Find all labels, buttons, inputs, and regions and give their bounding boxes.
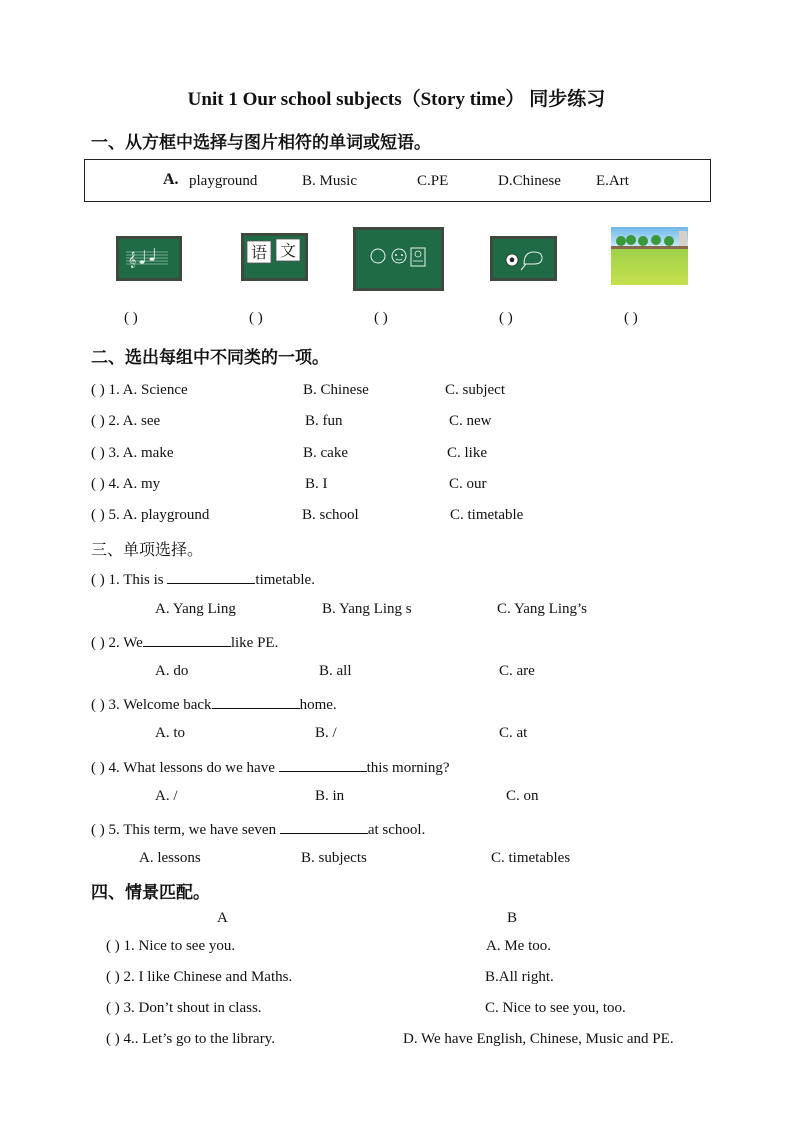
section1-heading: 一、从方框中选择与图片相符的单词或短语。 [91, 133, 431, 152]
chinese-board-image [241, 233, 308, 286]
s3-q1 [91, 569, 315, 589]
s3-q4-blank[interactable] [279, 757, 367, 772]
section2-heading: 二、选出每组中不同类的一项。 [91, 348, 329, 367]
s4-left-4: ( ) 4.. Let’s go to the library. [106, 1031, 275, 1047]
s2-q3-b: B. cake [303, 445, 348, 461]
answer-paren-3[interactable]: ( ) [374, 310, 388, 326]
s2-q5-b: B. school [302, 507, 359, 523]
word-bank-b: B. Music [302, 173, 358, 189]
s3-q3 [91, 694, 337, 714]
s3-q3-blank[interactable] [212, 694, 300, 709]
s3-q1-tail: timetable. [255, 572, 315, 588]
s2-q5-c: C. timetable [450, 507, 524, 523]
word-bank-e: E.Art [596, 173, 629, 189]
s3-q3-c: C. at [499, 725, 528, 741]
word-bank-a: playground [189, 173, 258, 189]
s4-left-1: ( ) 1. Nice to see you. [106, 938, 236, 954]
glyph-2: 文 [279, 241, 297, 260]
s3-q5-c: C. timetables [491, 850, 571, 866]
s3-q1-a: A. Yang Ling [155, 601, 236, 617]
s2-q5: ( ) 5. A. playground [91, 507, 210, 523]
s4-right-a: A. Me too. [486, 938, 551, 954]
s2-q1: ( ) 1. A. Science [91, 382, 188, 398]
s2-q3: ( ) 3. A. make [91, 445, 174, 461]
s2-q2-c: C. new [449, 413, 492, 429]
word-bank-d: D.Chinese [498, 173, 561, 189]
s3-q1-stem: ( ) 1. This is [91, 572, 168, 588]
s3-q2-a: A. do [155, 663, 189, 679]
answer-paren-5[interactable]: ( ) [624, 310, 638, 326]
s2-q2-b: B. fun [305, 413, 343, 429]
s2-q1-b: B. Chinese [303, 382, 369, 398]
s2-q1-c: C. subject [445, 382, 505, 398]
s3-q5-a: A. lessons [139, 850, 201, 866]
s3-q2-tail: like PE. [230, 635, 279, 651]
column-b-label: B [507, 910, 518, 926]
answer-paren-4[interactable]: ( ) [499, 310, 513, 326]
s3-q2-c: C. are [499, 663, 535, 679]
word-bank-a-letter: A. [163, 171, 179, 188]
section3-heading: 三、单项选择。 [91, 542, 204, 559]
s2-q4: ( ) 4. A. my [91, 476, 161, 492]
s4-left-2: ( ) 2. I like Chinese and Maths. [106, 969, 293, 985]
worksheet-title: Unit 1 Our school subjects（Story time） 同步练习 [187, 89, 606, 110]
playground-image [611, 227, 688, 290]
s3-q5 [91, 819, 425, 839]
s4-right-c: C. Nice to see you, too. [485, 1000, 626, 1016]
s3-q4 [91, 757, 450, 777]
word-bank-c: C.PE [417, 173, 449, 189]
section4-heading: 四、情景匹配。 [91, 883, 210, 902]
s2-q4-b: B. I [305, 476, 328, 492]
svg-text:𝄞: 𝄞 [128, 252, 137, 268]
s2-q4-c: C. our [449, 476, 487, 492]
s3-q1-b: B. Yang Ling s [322, 601, 412, 617]
s3-q3-stem: ( ) 3. Welcome back [91, 697, 212, 713]
s3-q2-stem: ( ) 2. We [91, 635, 143, 651]
s2-q3-c: C. like [447, 445, 487, 461]
s4-left-3: ( ) 3. Don’t shout in class. [106, 1000, 262, 1016]
s3-q1-blank[interactable] [167, 569, 255, 584]
music-board-image [116, 236, 182, 286]
word-bank-box [84, 159, 711, 202]
s3-q5-blank[interactable] [280, 819, 368, 834]
s3-q4-tail: this morning? [366, 760, 450, 776]
s3-q4-stem: ( ) 4. What lessons do we have [91, 760, 279, 776]
s3-q2 [91, 632, 278, 652]
s3-q3-a: A. to [155, 725, 185, 741]
s3-q5-stem: ( ) 5. This term, we have seven [91, 822, 280, 838]
s3-q3-b: B. / [315, 725, 337, 741]
s4-right-b: B.All right. [485, 969, 554, 985]
s3-q5-b: B. subjects [301, 850, 367, 866]
s3-q4-a: A. / [155, 788, 178, 804]
s3-q1-c: C. Yang Ling’s [497, 601, 588, 617]
s3-q2-b: B. all [319, 663, 352, 679]
s3-q4-b: B. in [315, 788, 345, 804]
s3-q3-tail: home. [299, 697, 337, 713]
art-board-image [353, 227, 444, 296]
answer-paren-1[interactable]: ( ) [124, 310, 138, 326]
s2-q2: ( ) 2. A. see [91, 413, 161, 429]
s4-right-d: D. We have English, Chinese, Music and PE. [403, 1031, 674, 1047]
s3-q5-tail: at school. [367, 822, 426, 838]
pe-board-image [490, 236, 557, 286]
s3-q4-c: C. on [506, 788, 539, 804]
column-a-label: A [217, 910, 228, 926]
answer-paren-2[interactable]: ( ) [249, 310, 263, 326]
glyph-1: 语 [250, 243, 268, 262]
s3-q2-blank[interactable] [143, 632, 231, 647]
